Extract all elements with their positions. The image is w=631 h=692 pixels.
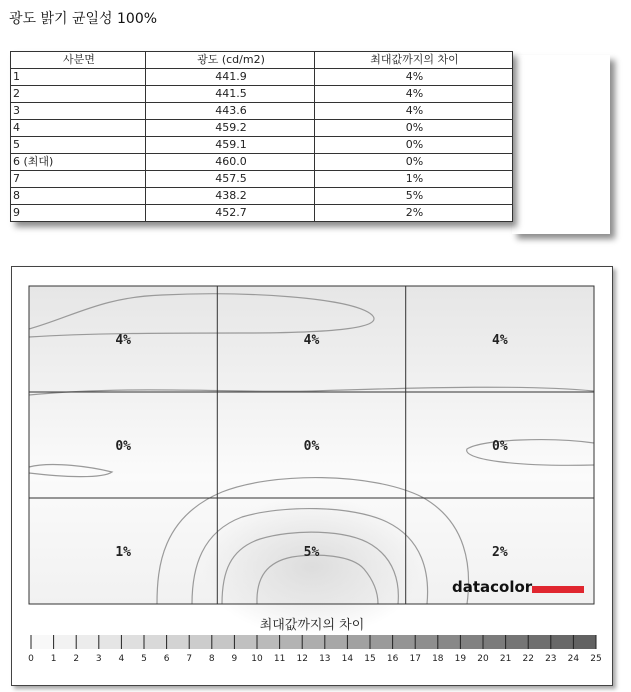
datacolor-logo-text: datacolor [452, 578, 533, 596]
cell-quadrant: 5 [11, 137, 146, 154]
uniformity-chart-frame [11, 266, 613, 686]
page-title: 광도 밝기 균일성 100% [9, 11, 158, 27]
legend-swatch [167, 635, 190, 649]
legend-tick-label: 16 [386, 654, 399, 664]
legend-swatch [189, 635, 212, 649]
table-row [11, 103, 513, 120]
cell-label: 0% [115, 439, 131, 454]
cell-luminance: 441.9 [146, 69, 315, 86]
legend-tick-label: 7 [186, 654, 193, 664]
legend-tick-label: 1 [50, 654, 57, 664]
legend-swatch [460, 635, 483, 649]
legend-tick-label: 25 [590, 654, 602, 664]
legend-swatch [257, 635, 280, 649]
legend-tick-label: 11 [273, 654, 286, 664]
cell-difference: 4% [315, 86, 513, 103]
uniformity-heatmap [12, 267, 612, 685]
cell-quadrant: 7 [11, 171, 146, 188]
cell-label: 0% [492, 439, 508, 454]
cell-luminance: 438.2 [146, 188, 315, 205]
cell-difference: 4% [315, 69, 513, 86]
legend-tick-label: 13 [319, 654, 331, 664]
legend-swatch [76, 635, 99, 649]
cell-luminance: 452.7 [146, 205, 315, 222]
legend-tick-label: 6 [163, 654, 170, 664]
legend-swatch [121, 635, 144, 649]
header-quadrant: 사분면 [11, 52, 146, 69]
cell-label: 4% [492, 333, 508, 348]
low-luminance-region [202, 497, 422, 637]
cell-difference: 0% [315, 137, 513, 154]
legend-tick-label: 18 [432, 654, 444, 664]
cell-difference: 2% [315, 205, 513, 222]
legend-swatch [302, 635, 325, 649]
legend-swatch [212, 635, 235, 649]
legend-swatch [347, 635, 370, 649]
cell-label: 5% [303, 545, 320, 560]
cell-difference: 4% [315, 103, 513, 120]
legend-scale [28, 635, 602, 664]
cell-quadrant: 8 [11, 188, 146, 205]
cell-label: 4% [115, 333, 131, 348]
legend-tick-label: 2 [73, 654, 80, 664]
legend-swatch [31, 635, 54, 649]
table-row [11, 120, 513, 137]
header-luminance: 광도 (cd/m2) [146, 52, 315, 69]
cell-difference: 0% [315, 154, 513, 171]
cell-quadrant: 4 [11, 120, 146, 137]
legend-swatch [234, 635, 257, 649]
legend-swatch [551, 635, 574, 649]
legend-tick-label: 22 [522, 654, 534, 664]
legend-tick-label: 0 [28, 654, 34, 664]
table-row [11, 69, 513, 86]
cell-luminance: 457.5 [146, 171, 315, 188]
legend-swatch [280, 635, 303, 649]
cell-luminance: 459.1 [146, 137, 315, 154]
legend-tick-label: 12 [296, 654, 308, 664]
legend-swatch [506, 635, 529, 649]
legend-swatch [99, 635, 122, 649]
legend-tick-label: 4 [118, 654, 125, 664]
legend-tick-label: 21 [499, 654, 512, 664]
legend-tick-label: 10 [251, 654, 263, 664]
header-difference: 최대값까지의 차이 [315, 52, 513, 69]
legend-tick-label: 8 [208, 654, 215, 664]
legend-swatch [528, 635, 551, 649]
table-row [11, 154, 513, 171]
cell-luminance: 460.0 [146, 154, 315, 171]
legend-tick-label: 5 [141, 654, 147, 664]
legend-swatch [415, 635, 438, 649]
legend-tick-label: 20 [477, 654, 489, 664]
legend-tick-label: 23 [545, 654, 557, 664]
cell-difference: 1% [315, 171, 513, 188]
legend-tick-label: 15 [364, 654, 376, 664]
table-header-row [11, 52, 513, 69]
legend-tick-label: 14 [341, 654, 354, 664]
legend-swatch [573, 635, 596, 649]
table-row [11, 188, 513, 205]
cell-quadrant: 9 [11, 205, 146, 222]
cell-quadrant: 3 [11, 103, 146, 120]
legend-swatch [370, 635, 393, 649]
cell-label: 0% [303, 439, 320, 454]
luminance-table [10, 51, 512, 222]
cell-label: 1% [115, 545, 131, 560]
legend-swatch [438, 635, 461, 649]
legend-tick-label: 19 [454, 654, 467, 664]
legend-tick-label: 17 [409, 654, 421, 664]
legend-tick-label: 24 [567, 654, 580, 664]
legend-tick-label: 3 [95, 654, 102, 664]
table-shadow-panel [512, 55, 610, 234]
legend-swatch [144, 635, 167, 649]
legend-swatch [393, 635, 416, 649]
cell-quadrant: 1 [11, 69, 146, 86]
legend-swatch [325, 635, 348, 649]
cell-label: 4% [303, 333, 320, 348]
cell-difference: 5% [315, 188, 513, 205]
cell-luminance: 459.2 [146, 120, 315, 137]
table-row [11, 171, 513, 188]
plot-area [29, 286, 594, 637]
legend-tick-label: 9 [231, 654, 238, 664]
cell-luminance: 441.5 [146, 86, 315, 103]
datacolor-logo-bar [532, 586, 584, 593]
legend-swatch [483, 635, 506, 649]
legend-swatch [54, 635, 77, 649]
cell-label: 2% [492, 545, 508, 560]
cell-quadrant: 6 (최대) [11, 154, 146, 171]
legend-title: 최대값까지의 차이 [259, 618, 365, 633]
cell-luminance: 443.6 [146, 103, 315, 120]
table-row [11, 86, 513, 103]
table-row [11, 137, 513, 154]
table-row [11, 205, 513, 222]
cell-quadrant: 2 [11, 86, 146, 103]
cell-difference: 0% [315, 120, 513, 137]
luminance-table-grid [10, 51, 513, 222]
